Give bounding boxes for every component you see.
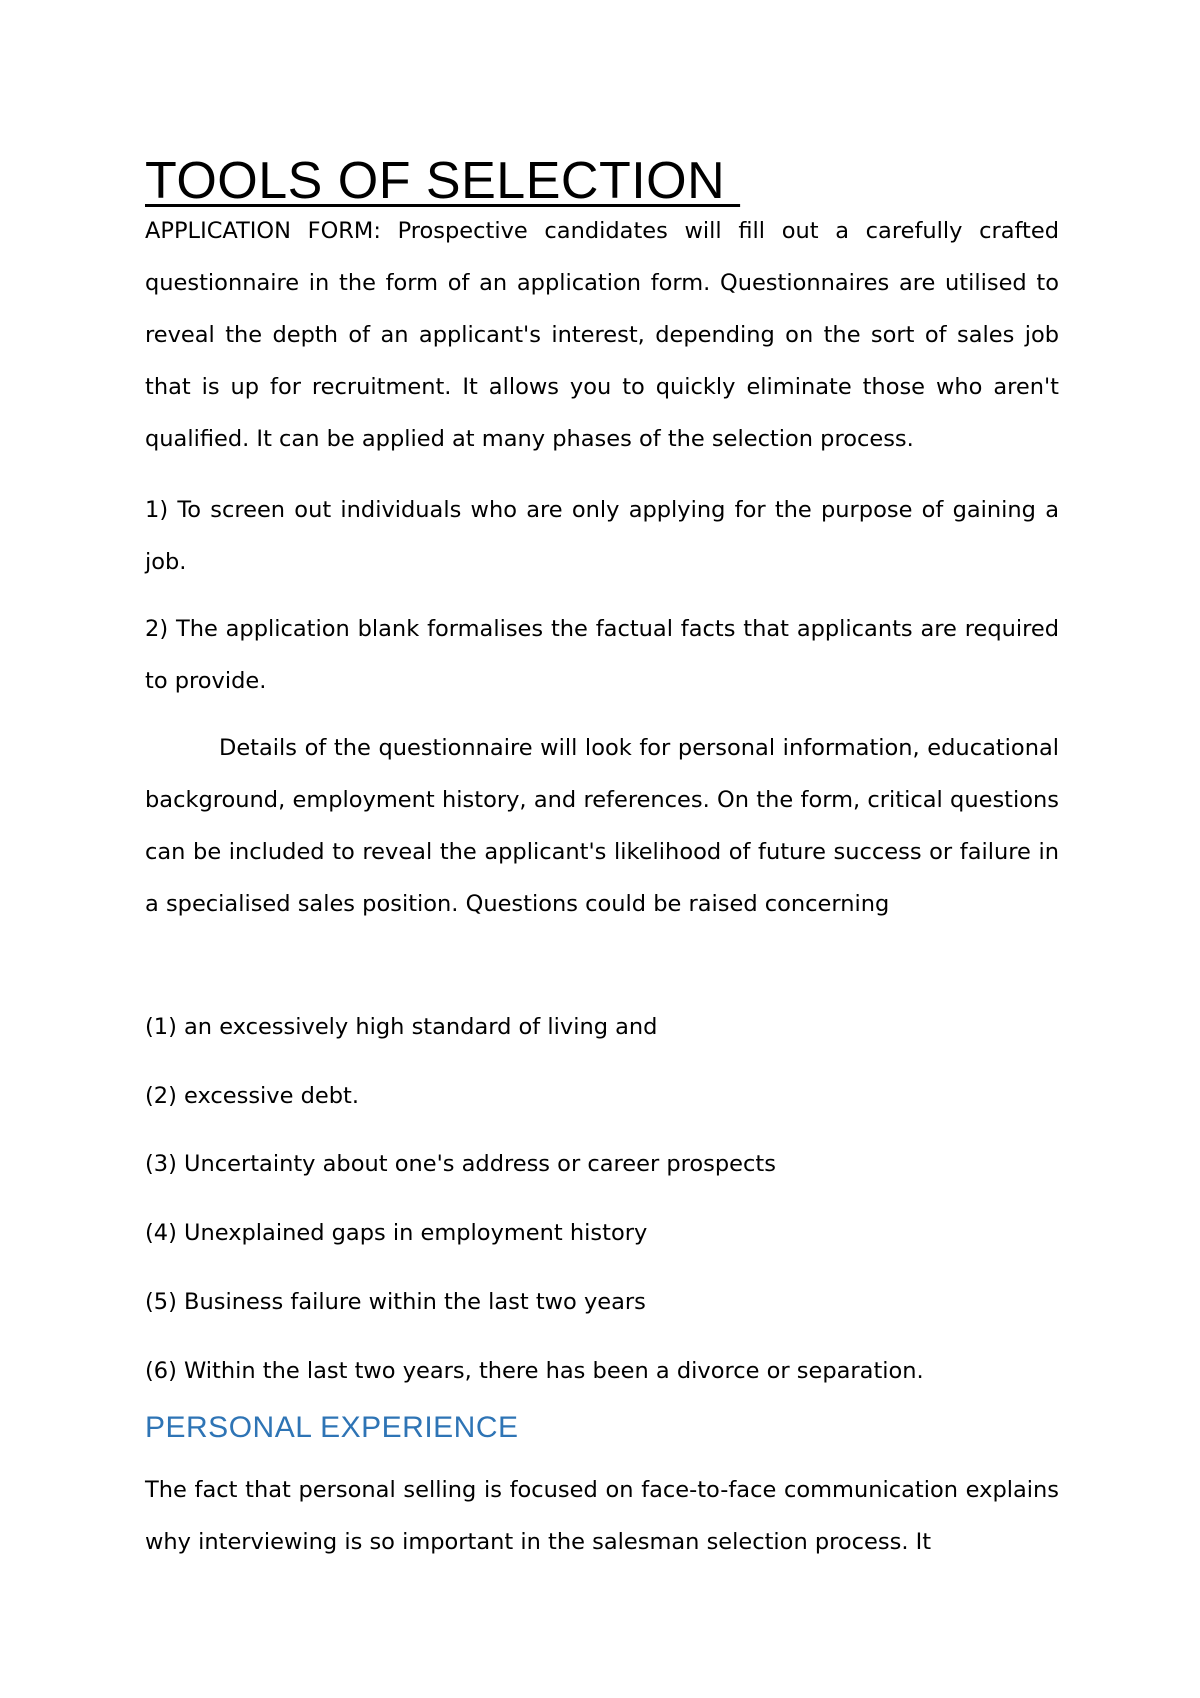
question-item-3: (3) Uncertainty about one's address or career prospects	[145, 1151, 776, 1177]
purpose-item-1: 1) To screen out individuals who are only applying for the purpose of gaining a job.	[145, 497, 1059, 575]
section-heading-personal-experience: PERSONAL EXPERIENCE	[145, 1411, 519, 1444]
question-item-1: (1) an excessively high standard of living and	[145, 1014, 658, 1040]
purpose-item-2: 2) The application blank formalises the factual facts that applicants are required to provide.	[145, 616, 1059, 694]
intro-paragraph: APPLICATION FORM: Prospective candidates will fill out a carefully crafted questionnaire in the form of an application form. Questionnaires are utilised to reveal the depth of an applicant's interest, depending on the sort of sales job that is up for recruitment. It allows you to quickly eliminate those who aren't qualified. It can be applied at many phases of the selection process.	[145, 218, 1059, 452]
personal-experience-paragraph: The fact that personal selling is focused on face-to-face communication explains why interviewing is so important in the salesman selection process. It	[145, 1477, 1059, 1555]
question-item-4: (4) Unexplained gaps in employment history	[145, 1220, 648, 1246]
question-item-5: (5) Business failure within the last two years	[145, 1289, 646, 1315]
question-item-6: (6) Within the last two years, there has been a divorce or separation.	[145, 1358, 924, 1384]
details-paragraph: Details of the questionnaire will look for personal information, educational background, employment history, and references. On the form, critical questions can be included to reveal the applicant's likelihood of future success or failure in a specialised sales position. Questions could be raised concerning	[145, 735, 1059, 917]
question-item-2: (2) excessive debt.	[145, 1083, 359, 1109]
page-title: TOOLS OF SELECTION	[145, 152, 741, 210]
